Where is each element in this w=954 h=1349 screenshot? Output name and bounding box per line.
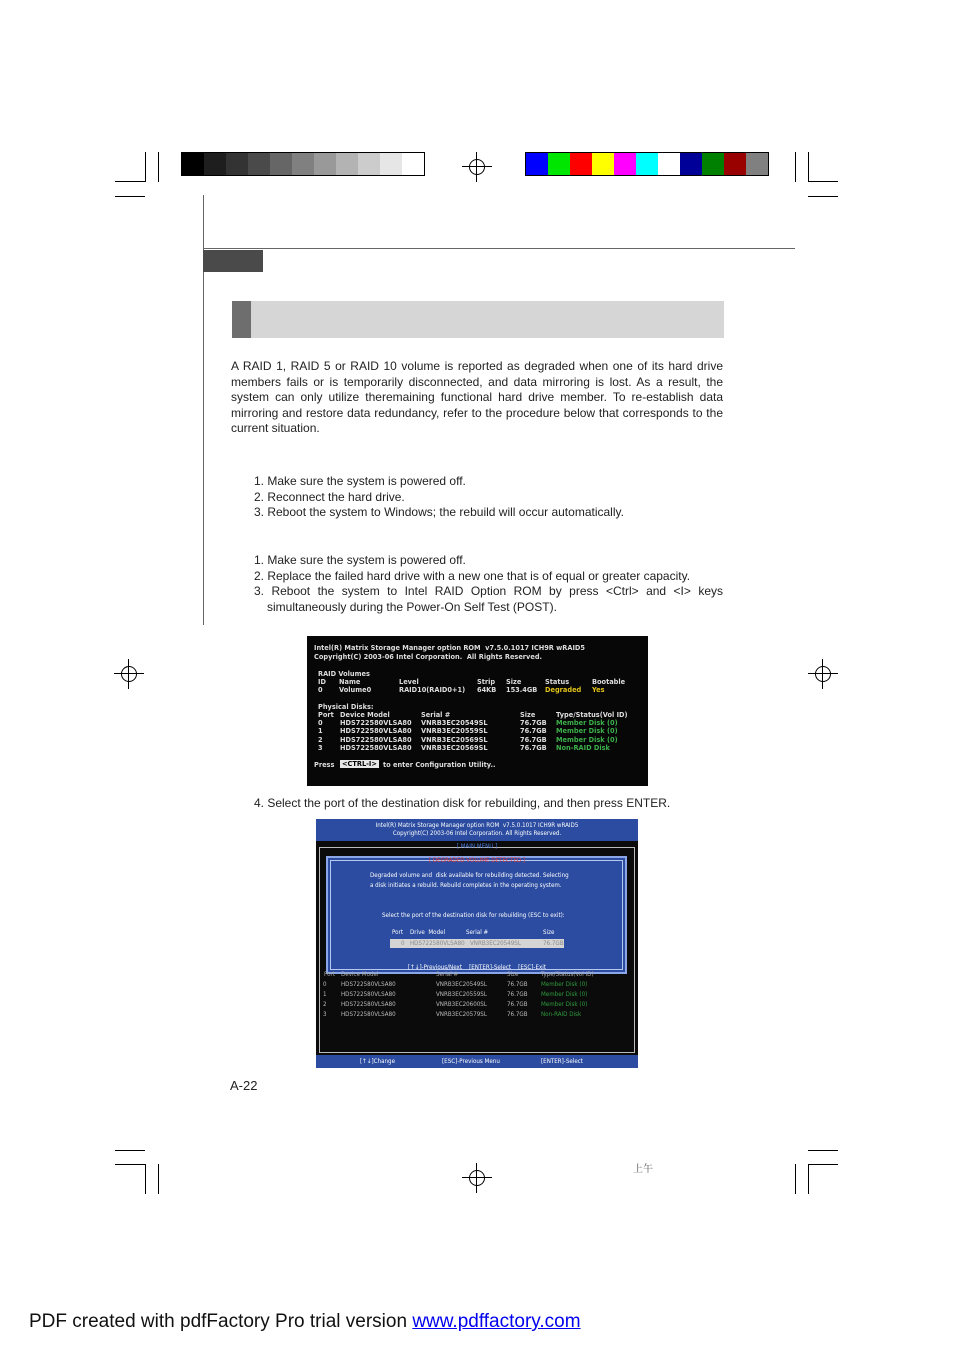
col-bootable: Bootable: [592, 678, 626, 686]
disk-cell: 76.7GB: [520, 735, 547, 744]
col-level: Level: [399, 678, 419, 686]
color-swatch: [702, 153, 724, 175]
grayscale-calibration-bar: [181, 152, 425, 176]
disk-cell: 2: [318, 735, 323, 744]
bg-col-port: Port: [324, 971, 336, 978]
list-item: 1. Make sure the system is powered off.: [254, 553, 466, 567]
color-calibration-bar: [525, 152, 769, 176]
disk-cell: HDS722580VLSA80: [341, 981, 396, 988]
list-item: 2. Replace the failed hard drive with a new one that is of equal or greater capacity.: [254, 568, 691, 583]
col-serial: Serial #: [421, 711, 451, 719]
bg-col-size: Size: [507, 971, 519, 978]
pdffactory-link[interactable]: www.pdffactory.com: [412, 1311, 581, 1332]
disk-cell: 76.7GB: [507, 981, 528, 988]
gray-swatch: [204, 153, 226, 175]
disk-cell: 76.7GB: [520, 719, 547, 727]
list-item: 2. Reconnect the hard drive.: [254, 489, 405, 504]
vol-id: 0: [318, 686, 323, 694]
gray-swatch: [226, 153, 248, 175]
option-rom-menu-screenshot: [316, 819, 638, 1068]
gray-swatch: [336, 153, 358, 175]
list-item: 3. Reboot the system to Intel RAID Option ROM by press <Ctrl> and <I> keys simultaneously during the Power-On Self Test (POST).: [254, 584, 723, 614]
sel-serial: VNRB3EC20549SL: [470, 940, 521, 947]
header-tab-block: [203, 250, 263, 272]
disk-cell: VNRB3EC20569SL: [421, 743, 488, 752]
raid-volumes-heading: RAID Volumes: [318, 670, 370, 678]
disk-cell: VNRB3EC20559SL: [436, 991, 487, 998]
color-swatch: [746, 153, 768, 175]
color-swatch: [570, 153, 592, 175]
dialog-message-line-1: Degraded volume and disk available for rebuilding detected. Selecting: [370, 872, 569, 879]
vol-strip: 64KB: [477, 686, 497, 694]
sel-col-serial: Serial #: [466, 929, 489, 936]
rom-title: Intel(R) Matrix Storage Manager option ROM v7.5.0.1017 ICH9R wRAID5: [375, 822, 579, 829]
color-swatch: [526, 153, 548, 175]
color-swatch: [636, 153, 658, 175]
sel-size: 76.7GB: [543, 940, 564, 947]
gray-swatch: [314, 153, 336, 175]
ctrl-i-key: <CTRL-I>: [342, 760, 377, 768]
disk-cell: Member Disk (0): [556, 719, 618, 727]
disk-cell: HDS722580VLSA80: [341, 1011, 396, 1018]
section-heading-bar: [232, 301, 724, 338]
section-heading-marker: [232, 301, 251, 338]
gray-swatch: [248, 153, 270, 175]
col-id: ID: [318, 678, 326, 686]
gray-swatch: [182, 153, 204, 175]
option-rom-post-screenshot: [307, 636, 648, 786]
disk-cell: Member Disk (0): [556, 735, 618, 744]
reconnect-steps: [254, 474, 724, 521]
disk-cell: Member Disk (0): [541, 981, 588, 988]
disk-cell: VNRB3EC20579SL: [436, 1011, 487, 1018]
sel-col-port-model: Port: [392, 929, 404, 936]
gray-swatch: [402, 153, 424, 175]
gray-swatch: [358, 153, 380, 175]
disk-cell: 2: [323, 1001, 327, 1008]
disk-cell: HDS722580VLSA80: [340, 743, 412, 752]
page-number: A-22: [230, 1078, 258, 1093]
bg-col-serial: Serial #: [436, 971, 459, 978]
rom-copyright: Copyright(C) 2003-06 Intel Corporation. All Rights Reserved.: [392, 830, 562, 837]
col-port: Port: [318, 711, 334, 719]
registration-mark-right: [812, 663, 834, 685]
vol-level: RAID10(RAID0+1): [399, 686, 466, 694]
header-rule: [203, 248, 795, 249]
disk-cell: 1: [323, 991, 327, 998]
col-size: Size: [506, 678, 522, 686]
color-swatch: [548, 153, 570, 175]
vol-bootable: Yes: [592, 686, 605, 694]
vol-status: Degraded: [545, 686, 582, 694]
disk-cell: VNRB3EC20559SL: [421, 727, 488, 736]
intro-paragraph: A RAID 1, RAID 5 or RAID 10 volume is reported as degraded when one of its hard drive members fails or is temporarily disconnected, and data mirroring is lost. As a result, the system can only utilize theremaining functional hard drive member. To re-establish data mirroring and restore data redundancy, refer to the procedure below that corresponds to the current situation.: [231, 359, 723, 435]
replace-steps: [254, 553, 723, 615]
col-device-model: Device Model: [340, 711, 390, 719]
vol-size: 153.4GB: [506, 686, 538, 694]
disk-cell: HDS722580VLSA80: [341, 1001, 396, 1008]
disk-cell: 1: [318, 727, 323, 736]
color-swatch: [592, 153, 614, 175]
rom-copyright: Copyright(C) 2003-06 Intel Corporation. All Rights Reserved.: [314, 653, 543, 661]
col-disk-size: Size: [520, 711, 536, 719]
disk-cell: VNRB3EC20600SL: [436, 1001, 487, 1008]
bg-col-model: Device Model: [341, 971, 379, 978]
color-swatch: [614, 153, 636, 175]
color-swatch: [724, 153, 746, 175]
disk-cell: 0: [323, 981, 327, 988]
disk-cell: HDS722580VLSA80: [340, 727, 412, 736]
sel-model: HDS722580VLSA80: [410, 940, 465, 947]
disk-cell: 76.7GB: [507, 1011, 528, 1018]
disk-cell: HDS722580VLSA80: [340, 719, 412, 727]
pdf-notice-text: PDF created with pdfFactory Pro trial version: [29, 1311, 408, 1332]
main-menu-title: [ MAIN MENU ]: [456, 843, 498, 850]
physical-disks-heading: Physical Disks:: [318, 703, 374, 711]
gray-swatch: [292, 153, 314, 175]
disk-cell: 76.7GB: [507, 991, 528, 998]
step-4: 4. Select the port of the destination disk for rebuilding, and then press ENTER.: [254, 796, 671, 810]
gray-swatch: [270, 153, 292, 175]
footer-select-hint: [ENTER]-Select: [541, 1058, 583, 1065]
list-item: 3. Reboot the system to Windows; the rebuild will occur automatically.: [254, 505, 624, 519]
disk-cell: 76.7GB: [520, 743, 547, 752]
disk-cell: Member Disk (0): [541, 1001, 588, 1008]
disk-cell: Member Disk (0): [556, 727, 618, 736]
disk-cell: 3: [318, 743, 323, 752]
registration-mark-left: [118, 663, 140, 685]
col-type-status: Type/Status(Vol ID): [556, 711, 628, 719]
select-destination-prompt: Select the port of the destination disk for rebuilding (ESC to exit):: [382, 912, 565, 919]
dialog-message-line-2: a disk initiates a rebuild. Rebuild completes in the operating system.: [370, 882, 562, 889]
list-item: 1. Make sure the system is powered off.: [254, 474, 466, 488]
degraded-dialog-title: [ DEGRADED VOLUME DETECTED ]: [428, 857, 526, 864]
disk-cell: 0: [318, 719, 323, 727]
disk-cell: VNRB3EC20549SL: [436, 981, 487, 988]
vol-name: Volume0: [339, 686, 372, 694]
footer-previous-hint: [ESC]-Previous Menu: [442, 1058, 500, 1065]
rom-title: Intel(R) Matrix Storage Manager option ROM v7.5.0.1017 ICH9R wRAID5: [314, 644, 585, 652]
disk-cell: Non-RAID Disk: [541, 1011, 582, 1018]
footer-change-hint: [↑↓]Change: [360, 1058, 395, 1065]
col-status: Status: [545, 678, 570, 686]
pdf-notice: [29, 1311, 581, 1333]
small-mark: 上午: [633, 1164, 653, 1175]
disk-cell: VNRB3EC20569SL: [421, 735, 488, 744]
disk-cell: Non-RAID Disk: [556, 743, 610, 752]
disk-cell: VNRB3EC20549SL: [421, 719, 488, 727]
dialog-key-hint: [↑↓]-Previous/Next [ENTER]-Select [ESC]-Exit: [408, 964, 546, 971]
sel-port: 0: [401, 940, 405, 947]
sel-col-size: Size: [543, 929, 555, 936]
registration-mark-top: [466, 156, 488, 178]
disk-cell: 76.7GB: [520, 727, 547, 736]
col-strip: Strip: [477, 678, 496, 686]
disk-cell: HDS722580VLSA80: [340, 735, 412, 744]
sel-col-drive-model: Drive Model: [410, 929, 446, 936]
color-swatch: [680, 153, 702, 175]
disk-cell: Member Disk (0): [541, 991, 588, 998]
disk-cell: HDS722580VLSA80: [341, 991, 396, 998]
press-rest-text: to enter Configuration Utility..: [383, 761, 496, 769]
registration-mark-bottom: [466, 1167, 488, 1189]
bg-col-type: Type/Status(Vol ID): [541, 971, 594, 978]
color-swatch: [658, 153, 680, 175]
col-name: Name: [339, 678, 361, 686]
disk-cell: 3: [323, 1011, 327, 1018]
disk-cell: 76.7GB: [507, 1001, 528, 1008]
press-text: Press: [314, 761, 335, 769]
gray-swatch: [380, 153, 402, 175]
